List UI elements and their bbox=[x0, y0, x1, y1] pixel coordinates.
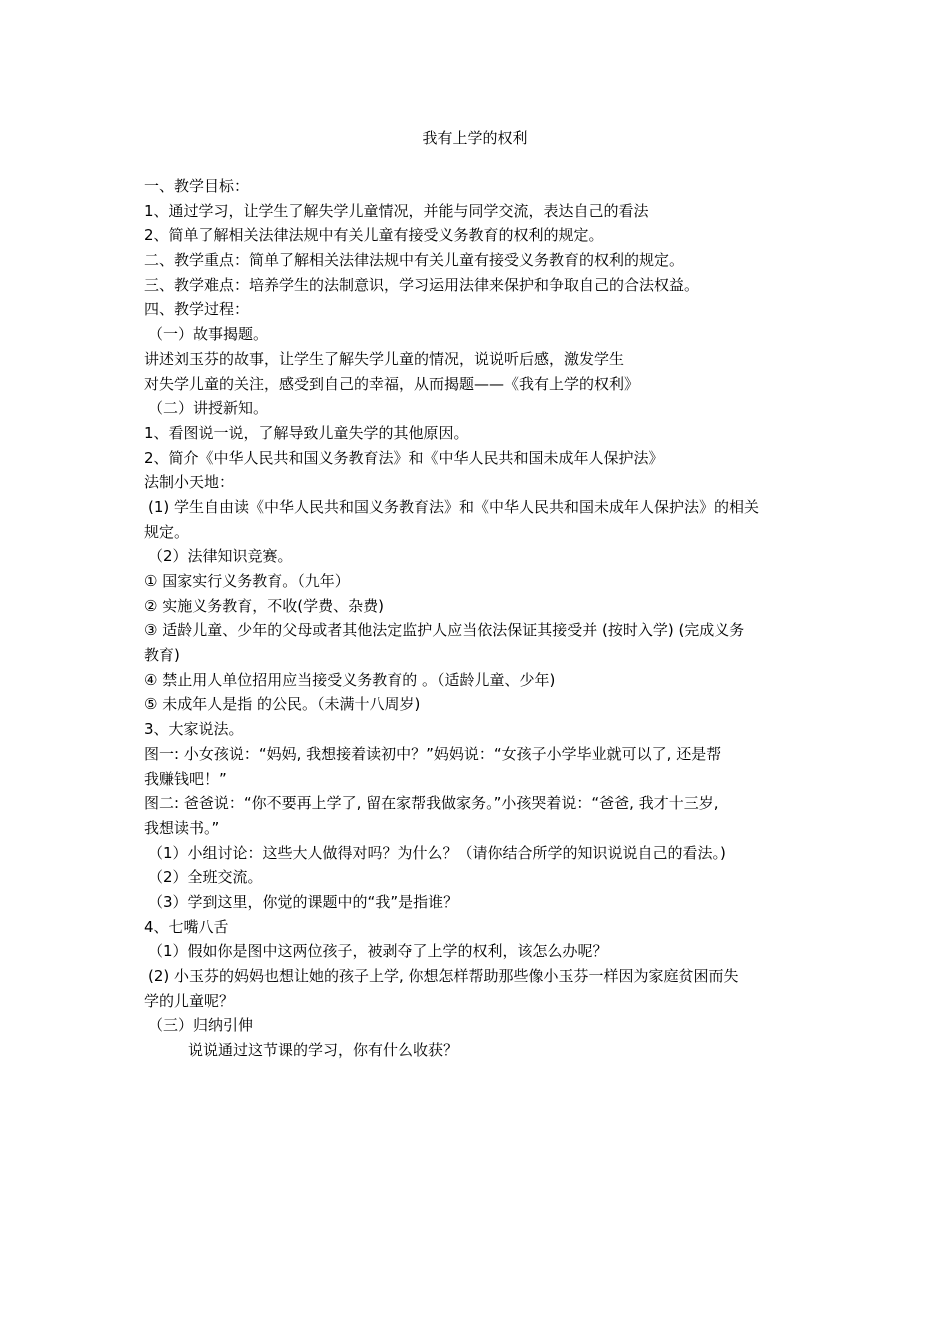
quiz-item-3-line-2: 教育) bbox=[144, 646, 180, 665]
picture-2-line-2: 我想读书。” bbox=[144, 818, 220, 837]
quiz-item-3-line-1: ③ 适龄儿童、少年的父母或者其他法定监护人应当依法保证其接受并 (按时入学) (完成义务 bbox=[144, 621, 745, 640]
document-body bbox=[144, 174, 816, 1063]
law-corner-item-2: （2）法律知识竞赛。 bbox=[148, 547, 293, 566]
picture-1-line-2: 我赚钱吧！” bbox=[144, 769, 227, 788]
picture-1-line-1: 图一: 小女孩说：“妈妈, 我想接着读初中？”妈妈说：“女孩子小学毕业就可以了, 还是帮 bbox=[144, 744, 722, 763]
quiz-item-1: ① 国家实行义务教育。（九年） bbox=[144, 572, 350, 590]
chatter-item-1: （1）假如你是图中这两位孩子，被剥夺了上学的权利，该怎么办呢？ bbox=[148, 942, 608, 961]
picture-2-line-1: 图二: 爸爸说：“你不要再上学了, 留在家帮我做家务。”小孩哭着说：“爸爸, 我才十三岁, bbox=[144, 794, 719, 813]
section-story: （一）故事揭题。 bbox=[148, 325, 269, 344]
objective-1: 1、通过学习，让学生了解失学儿童情况，并能与同学交流，表达自己的看法 bbox=[144, 201, 649, 220]
document-title: 我有上学的权利 bbox=[422, 129, 528, 147]
knowledge-item-1: 1、看图说一说，了解导致儿童失学的其他原因。 bbox=[144, 423, 469, 442]
law-corner-item-1-line-2: 规定。 bbox=[144, 522, 190, 541]
heading-key-points: 二、教学重点：简单了解相关法律法规中有关儿童有接受义务教育的权利的规定。 bbox=[144, 251, 685, 270]
law-corner-heading: 法制小天地： bbox=[144, 473, 235, 492]
heading-objectives: 一、教学目标： bbox=[144, 177, 250, 195]
heading-process: 四、教学过程： bbox=[144, 300, 250, 319]
quiz-item-4: ④ 禁止用人单位招用应当接受义务教育的 。（适龄儿童、少年) bbox=[144, 670, 556, 689]
section-summary: （三）归纳引伸 bbox=[148, 1016, 254, 1035]
quiz-item-2: ② 实施义务教育，不收(学费、杂费) bbox=[144, 596, 384, 615]
discussion-item-3: （3）学到这里，你觉的课题中的“我”是指谁？ bbox=[148, 892, 459, 911]
story-paragraph-line-1: 讲述刘玉芬的故事，让学生了解失学儿童的情况，说说听后感，激发学生 bbox=[144, 349, 625, 368]
chatter-item-2-line-1: (2) 小玉芬的妈妈也想让她的孩子上学, 你想怎样帮助那些像小玉芬一样因为家庭贫困而失 bbox=[148, 967, 739, 985]
knowledge-item-4: 4、七嘴八舌 bbox=[144, 917, 229, 936]
quiz-item-5: ⑤ 未成年人是指 的公民。（未满十八周岁) bbox=[144, 695, 421, 714]
objective-2: 2、简单了解相关法律法规中有关儿童有接受义务教育的权利的规定。 bbox=[144, 226, 604, 245]
chatter-item-2-line-2: 学的儿童呢？ bbox=[144, 991, 235, 1010]
knowledge-item-2: 2、简介《中华人民共和国义务教育法》和《中华人民共和国未成年人保护法》 bbox=[144, 448, 664, 467]
section-new-knowledge: （二）讲授新知。 bbox=[148, 399, 269, 418]
law-corner-item-1-line-1: (1) 学生自由读《中华人民共和国义务教育法》和《中华人民共和国未成年人保护法》的相关 bbox=[148, 497, 760, 516]
discussion-item-1: （1）小组讨论：这些大人做得对吗？为什么？（请你结合所学的知识说说自己的看法。) bbox=[148, 843, 726, 862]
discussion-item-2: （2）全班交流。 bbox=[148, 868, 263, 887]
heading-difficulties: 三、教学难点：培养学生的法制意识，学习运用法律来保护和争取自己的合法权益。 bbox=[144, 275, 700, 294]
summary-question: 说说通过这节课的学习，你有什么收获？ bbox=[188, 1041, 459, 1060]
story-paragraph-line-2: 对失学儿童的关注，感受到自己的幸福，从而揭题——《我有上学的权利》 bbox=[144, 374, 640, 393]
knowledge-item-3: 3、大家说法。 bbox=[144, 720, 244, 739]
